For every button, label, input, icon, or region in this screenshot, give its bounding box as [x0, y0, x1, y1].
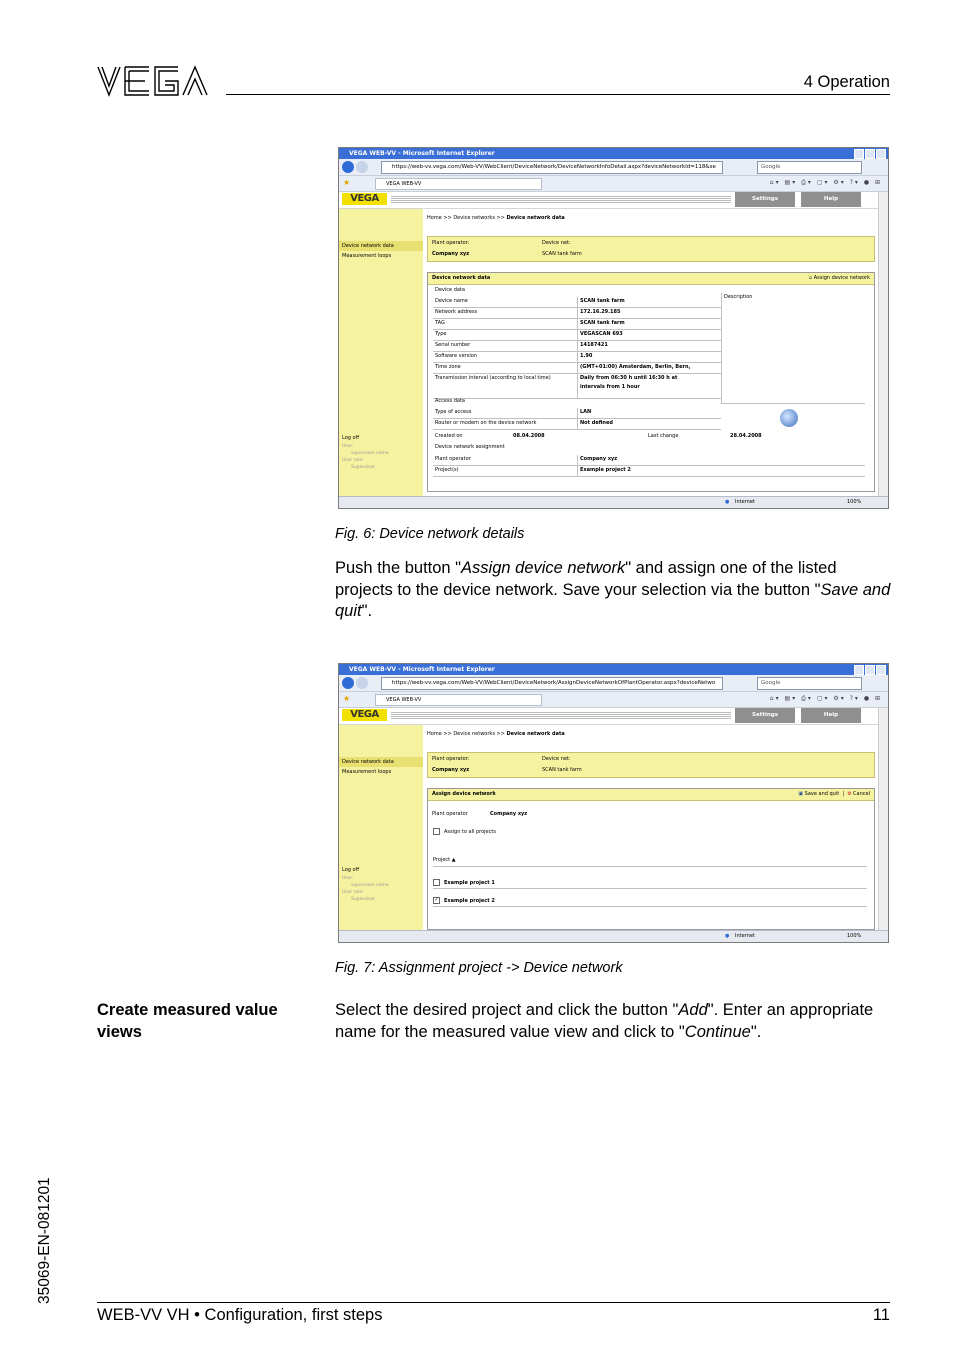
breadcrumb-current: Device network data: [506, 731, 565, 737]
url-field[interactable]: https://web-vv.vega.com/Web-VV/WebClient/DeviceNetwork/DeviceNetworkInfoDetail.aspx?deviceNetworkId=118&se: [381, 161, 723, 174]
row-label: Software version: [433, 352, 578, 363]
row-value: VEGASCAN 693: [578, 330, 722, 341]
project-checkbox-checked[interactable]: ✓: [434, 897, 439, 903]
url-field[interactable]: https://web-vv.vega.com/Web-VV/WebClient/DeviceNetwork/AssignDeviceNetworkOfPlantOperator.aspx?deviceNetwo: [381, 677, 723, 690]
row-value: SCAN tank farm: [578, 297, 722, 308]
row-label: Serial number: [433, 341, 578, 352]
device-net-value: SCAN tank farm: [542, 251, 582, 257]
user-label: User:: [342, 876, 354, 881]
row-value: 172.16.29.185: [578, 308, 722, 319]
help-button[interactable]: Help: [801, 708, 861, 723]
sidebar: [339, 725, 423, 933]
table-row: [433, 419, 721, 430]
app-logo: VEGA: [342, 193, 387, 205]
device-net-value: SCAN tank farm: [542, 767, 582, 773]
maximize-icon[interactable]: [865, 665, 875, 675]
project-name: Example project 2: [444, 898, 495, 904]
plant-operator-value: Company xyz: [432, 251, 470, 257]
device-network-panel: [427, 272, 875, 492]
favorites-star-icon[interactable]: ★: [343, 694, 351, 703]
logoff-link[interactable]: Log off: [342, 867, 360, 873]
table-row: [433, 297, 721, 308]
tab-bar: [339, 692, 888, 708]
search-input[interactable]: Google: [757, 161, 862, 174]
project-name: Example project 1: [444, 880, 495, 886]
toolbar-icons[interactable]: ⌂▾ ▤▾ ⎙▾ ▢▾ ⚙▾ ?▾ ● ⊞: [769, 695, 882, 702]
settings-button[interactable]: Settings: [735, 708, 795, 723]
tab-bar: [339, 176, 888, 192]
header-rule: [226, 94, 890, 95]
close-icon[interactable]: [876, 665, 886, 675]
description-label: Description: [724, 294, 753, 300]
table-row: [433, 374, 721, 399]
maximize-icon[interactable]: [865, 149, 875, 159]
web-app: [339, 192, 888, 497]
row-label: Project(s): [433, 466, 578, 477]
table-row: [433, 308, 721, 319]
assign-all-checkbox[interactable]: [433, 828, 440, 835]
table-row: [433, 352, 721, 363]
status-bar: [339, 496, 888, 508]
plant-operator-label: Plant operator:: [432, 240, 470, 246]
footer-title: WEB-VV VH • Configuration, first steps: [97, 1306, 383, 1324]
sidebar-item-device-network-data[interactable]: Device network data: [339, 757, 423, 767]
assign-all-checkbox-row[interactable]: [433, 828, 496, 835]
user-name: supervisor name: [351, 883, 389, 888]
window-titlebar: [339, 148, 888, 159]
status-bar: [339, 930, 888, 942]
side-heading: Create measured value views: [97, 1001, 278, 1041]
table-row: [433, 455, 865, 466]
row-value: Not defined: [578, 419, 722, 430]
assignment-table: [433, 455, 865, 477]
save-and-quit-button[interactable]: ▣ Save and quit: [798, 791, 840, 797]
table-row: [433, 466, 865, 477]
browser-tab[interactable]: VEGA WEB-VV: [375, 694, 542, 706]
po-label: Plant operator: [432, 811, 468, 817]
table-row: [433, 363, 721, 374]
row-label: Type of access: [433, 408, 578, 419]
row-value: Company xyz: [578, 455, 866, 466]
panel-title: Assign device network: [432, 791, 496, 797]
row-value: SCAN tank farm: [578, 319, 722, 330]
role-label: User role:: [342, 890, 364, 895]
header-stripes: [391, 711, 731, 720]
globe-status-icon: ●: [725, 499, 730, 505]
breadcrumb: [427, 215, 565, 221]
assign-heading: Device network assignment: [435, 444, 505, 450]
forward-icon[interactable]: [356, 677, 368, 689]
user-label: User:: [342, 444, 354, 449]
browser-tab[interactable]: VEGA WEB-VV: [375, 178, 542, 190]
row-value: LAN: [578, 408, 722, 419]
project-checkbox[interactable]: [433, 879, 440, 886]
header-stripes: [391, 195, 731, 204]
device-data-table: [433, 297, 721, 399]
paragraph-measured-value: Select the desired project and click the button "Add". Enter an appropriate name for the measured value view and click to "Continue".: [335, 1001, 874, 1041]
device-net-label: Device net:: [542, 240, 571, 246]
row-label: Router or modem on the device network: [433, 419, 578, 430]
window-title: VEGA WEB-VV - Microsoft Internet Explorer: [349, 666, 495, 673]
settings-button[interactable]: Settings: [735, 192, 795, 207]
app-logo: VEGA: [342, 709, 387, 721]
device-net-label: Device net:: [542, 756, 571, 762]
user-name: supervisor name: [351, 451, 389, 456]
created-label: Created on: [435, 433, 463, 439]
panel-title: Device network data: [432, 275, 491, 281]
table-row: [433, 408, 721, 419]
plant-operator-label: Plant operator:: [432, 756, 470, 762]
window-titlebar: [339, 664, 888, 675]
section-heading: 4 Operation: [803, 73, 890, 91]
web-app: [339, 708, 888, 931]
plant-operator-value: Company xyz: [432, 767, 470, 773]
access-data-heading: Access data: [435, 398, 465, 404]
page-number: 11: [872, 1306, 890, 1324]
status-zone: Internet: [735, 933, 755, 939]
figure-6-screenshot: [338, 147, 889, 509]
close-icon[interactable]: [876, 149, 886, 159]
minimize-icon[interactable]: [854, 665, 864, 675]
breadcrumb-path[interactable]: Home >> Device networks >>: [427, 731, 507, 737]
scrollbar[interactable]: [878, 192, 888, 497]
row-label: Network address: [433, 308, 578, 319]
search-input[interactable]: Google: [757, 677, 862, 690]
table-row: [433, 330, 721, 341]
role-name: Supervisor: [351, 465, 376, 470]
row-label: Device name: [433, 297, 578, 308]
row-value: 14187421: [578, 341, 722, 352]
app-header: [339, 192, 888, 209]
scrollbar[interactable]: [878, 708, 888, 931]
sidebar-item-measurement-loops[interactable]: Measurement loops: [342, 769, 392, 775]
document-number: 35069-EN-081201: [36, 1177, 53, 1304]
figure-6-caption: Fig. 6: Device network details: [335, 526, 525, 542]
row-label: Plant operator: [433, 455, 578, 466]
network-globe-icon: [780, 409, 798, 427]
row-label: Type: [433, 330, 578, 341]
address-bar: [339, 159, 888, 176]
vega-logo: [97, 64, 213, 98]
assign-device-network-panel: [427, 788, 875, 930]
zoom-level[interactable]: 100%: [847, 933, 862, 939]
operator-info-box: [427, 752, 875, 778]
row-label: TAG: [433, 319, 578, 330]
address-bar: [339, 675, 888, 692]
favorites-star-icon[interactable]: ★: [343, 178, 351, 187]
figure-7-caption: Fig. 7: Assignment project -> Device network: [335, 960, 623, 976]
breadcrumb-path[interactable]: Home >> Device networks >>: [427, 215, 507, 221]
globe-status-icon: ●: [725, 933, 730, 939]
panel-actions: ▣ Save and quit | ⊗ Cancel: [798, 791, 870, 797]
status-zone: Internet: [735, 499, 755, 505]
window-title: VEGA WEB-VV - Microsoft Internet Explorer: [349, 150, 495, 157]
project-row[interactable]: [433, 879, 867, 889]
role-name: Supervisor: [351, 897, 376, 902]
breadcrumb: [427, 731, 565, 737]
access-data-table: [433, 408, 721, 430]
po-value: Company xyz: [490, 811, 528, 817]
toolbar-icons[interactable]: ⌂▾ ▤▾ ⎙▾ ▢▾ ⚙▾ ?▾ ● ⊞: [769, 179, 882, 186]
panel-header: [428, 273, 874, 285]
row-label: Time zone: [433, 363, 578, 374]
row-value: 1.90: [578, 352, 722, 363]
role-label: User role:: [342, 458, 364, 463]
footer-rule: [97, 1302, 890, 1303]
row-label: Transmission interval (according to local time): [433, 374, 578, 399]
breadcrumb-current: Device network data: [506, 215, 565, 221]
created-value: 08.04.2008: [513, 433, 545, 439]
app-header: [339, 708, 888, 725]
row-value: Daily from 06:30 h until 16:30 h at intervals from 1 hour: [578, 374, 722, 399]
table-row: [433, 341, 721, 352]
minimize-icon[interactable]: [854, 149, 864, 159]
row-value: (GMT+01:00) Amsterdam, Berlin, Bern,: [578, 363, 722, 374]
table-row: [433, 319, 721, 330]
sidebar-item-device-network-data[interactable]: Device network data: [339, 241, 423, 251]
logoff-link[interactable]: Log off: [342, 435, 360, 441]
help-button[interactable]: Help: [801, 192, 861, 207]
assign-device-network-button[interactable]: ▫ Assign device network: [808, 275, 870, 281]
project-row[interactable]: [433, 897, 867, 907]
back-icon[interactable]: [342, 677, 354, 689]
last-change-value: 28.04.2008: [730, 433, 762, 439]
save-icon: ▣: [798, 791, 804, 797]
sidebar: [339, 209, 423, 497]
cancel-icon: ⊗: [847, 791, 852, 797]
sidebar-item-measurement-loops[interactable]: Measurement loops: [342, 253, 392, 259]
device-data-heading: Device data: [435, 287, 465, 293]
last-change-label: Last change: [648, 433, 679, 439]
description-box: [721, 293, 865, 404]
forward-icon[interactable]: [356, 161, 368, 173]
figure-7-screenshot: [338, 663, 889, 943]
cancel-button[interactable]: ⊗ Cancel: [847, 791, 870, 797]
back-icon[interactable]: [342, 161, 354, 173]
panel-header: [428, 789, 874, 801]
assign-all-label: Assign to all projects: [444, 829, 496, 835]
zoom-level[interactable]: 100%: [847, 499, 862, 505]
project-column-header[interactable]: Project ▲: [433, 857, 867, 867]
paragraph-assign: Push the button "Assign device network" and assign one of the listed projects to the device network. Save your selection via the button "Save and quit".: [335, 559, 891, 620]
row-value: Example project 2: [578, 466, 866, 477]
operator-info-box: [427, 236, 875, 262]
